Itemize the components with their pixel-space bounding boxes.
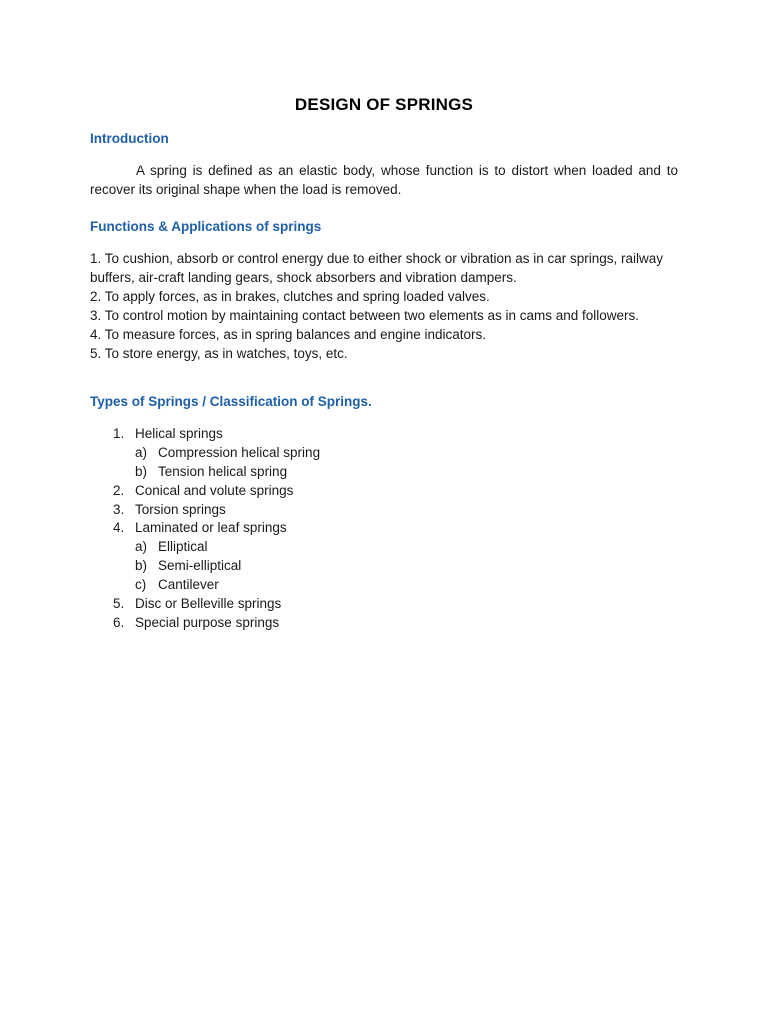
functions-heading: Functions & Applications of springs bbox=[90, 219, 322, 234]
functions-item-4: 4. To measure forces, as in spring balances and engine indicators. bbox=[90, 327, 486, 342]
sub-list-marker: b) bbox=[135, 463, 148, 479]
list-item-label: Special purpose springs bbox=[135, 614, 280, 630]
types-item-4 bbox=[90, 519, 678, 538]
sub-list-item-label: Elliptical bbox=[158, 539, 208, 555]
types-item-1 bbox=[90, 425, 678, 444]
sub-list-marker: a) bbox=[135, 539, 148, 555]
list-marker: 5. bbox=[113, 596, 125, 612]
types-heading: Types of Springs / Classification of Springs. bbox=[90, 394, 372, 409]
list-marker: 3. bbox=[113, 501, 125, 517]
types-item-1a bbox=[90, 444, 678, 463]
list-item-label: Conical and volute springs bbox=[135, 482, 294, 498]
types-item-1b bbox=[90, 463, 678, 482]
functions-item-2: 2. To apply forces, as in brakes, clutches and spring loaded valves. bbox=[90, 289, 490, 304]
functions-item-3: 3. To control motion by maintaining contact between two elements as in cams and followers. bbox=[90, 308, 640, 323]
list-item-label: Disc or Belleville springs bbox=[135, 596, 282, 612]
types-item-4b bbox=[90, 557, 678, 576]
sub-list-marker: a) bbox=[135, 444, 148, 460]
types-list bbox=[90, 425, 678, 633]
introduction-paragraph bbox=[90, 161, 678, 199]
list-marker: 1. bbox=[113, 426, 125, 441]
list-marker: 6. bbox=[113, 614, 125, 630]
sub-list-item-label: Semi-elliptical bbox=[158, 558, 242, 574]
types-item-6 bbox=[90, 614, 678, 633]
functions-item-1: 1. To cushion, absorb or control energy due to either shock or vibration as in car springs, railway buffers, air-craft landing gears, shock absorbers and vibration dampers. bbox=[90, 251, 664, 285]
list-marker: 4. bbox=[113, 520, 125, 536]
types-item-4c bbox=[90, 576, 678, 595]
introduction-heading: Introduction bbox=[90, 131, 169, 146]
list-marker: 2. bbox=[113, 482, 125, 498]
types-item-3 bbox=[90, 501, 678, 520]
types-item-2 bbox=[90, 482, 678, 501]
sub-list-item-label: Cantilever bbox=[158, 577, 219, 593]
sub-list-item-label: Tension helical spring bbox=[158, 463, 288, 479]
sub-list-marker: c) bbox=[135, 577, 147, 593]
list-item-label: Torsion springs bbox=[135, 501, 226, 517]
list-item-label: Helical springs bbox=[135, 426, 223, 441]
introduction-text: A spring is defined as an elastic body, whose function is to distort when loaded and to recover its original shape when the load is removed. bbox=[90, 163, 678, 197]
document-title: DESIGN OF SPRINGS bbox=[294, 95, 474, 114]
sub-list-marker: b) bbox=[135, 558, 148, 574]
types-item-5 bbox=[90, 595, 678, 614]
functions-list bbox=[90, 249, 678, 363]
functions-item-5: 5. To store energy, as in watches, toys, etc. bbox=[90, 346, 348, 361]
list-item-label: Laminated or leaf springs bbox=[135, 520, 287, 536]
types-item-4a bbox=[90, 538, 678, 557]
sub-list-item-label: Compression helical spring bbox=[158, 444, 321, 460]
